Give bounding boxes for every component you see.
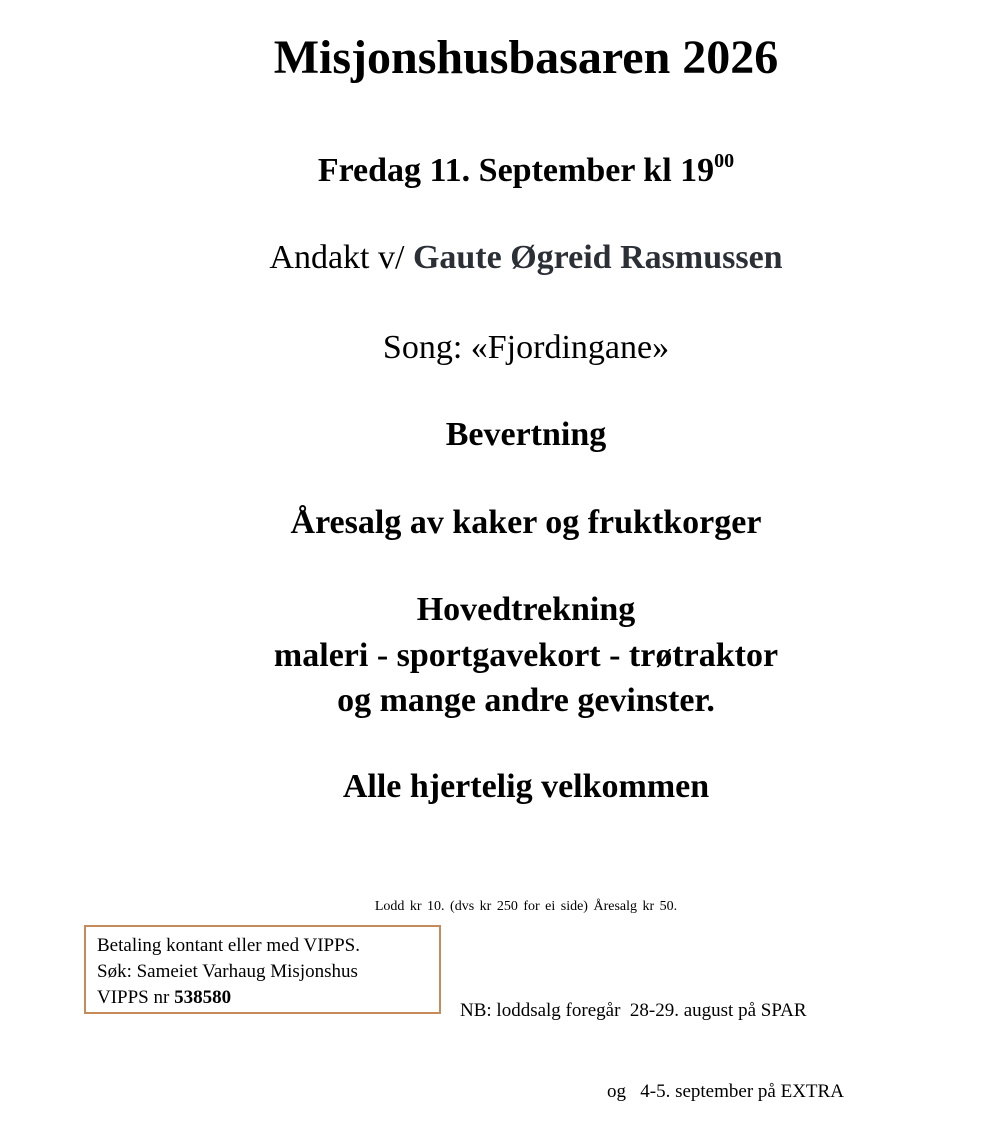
andakt-line [26,241,1000,275]
event-date [26,151,1000,188]
event-time-minutes: 00 [714,150,735,172]
welcome-line: Alle hjertelig velkommen [342,768,710,805]
nb-line-1: NB: loddsalg foregår 28-29. august på SPAR [460,1000,807,1021]
lodd-info: Lodd kr 10. (dvs kr 250 for ei side) Åresalg kr 50. [374,899,678,914]
hovedtrekning-prizes: maleri - sportgavekort - trøtraktor [273,637,779,674]
payment-line-3 [97,985,439,1011]
payment-box [84,925,441,1014]
bevertning-line: Bevertning [445,416,607,453]
poster-title: Misjonshusbasaren 2026 [273,31,779,84]
hovedtrekning-heading: Hovedtrekning [416,591,636,628]
andakt-speaker: Gaute Øgreid Rasmussen [412,239,783,276]
payment-line-2: Søk: Sameiet Varhaug Misjonshus [97,961,358,982]
nb-line-2: og 4-5. september på EXTRA [607,1081,844,1102]
payment-line-1: Betaling kontant eller med VIPPS. [97,935,360,956]
song-line: Song: «Fjordingane» [382,329,670,366]
aresalg-line: Åresalg av kaker og fruktkorger [290,504,762,541]
vipps-label: VIPPS nr [97,987,175,1008]
hovedtrekning-more: og mange andre gevinster. [337,682,715,719]
event-date-text: Fredag 11. September kl 19 [317,152,715,189]
vipps-number: 538580 [174,987,232,1008]
andakt-prefix: Andakt v/ [269,239,413,276]
nb-note [460,943,844,1132]
